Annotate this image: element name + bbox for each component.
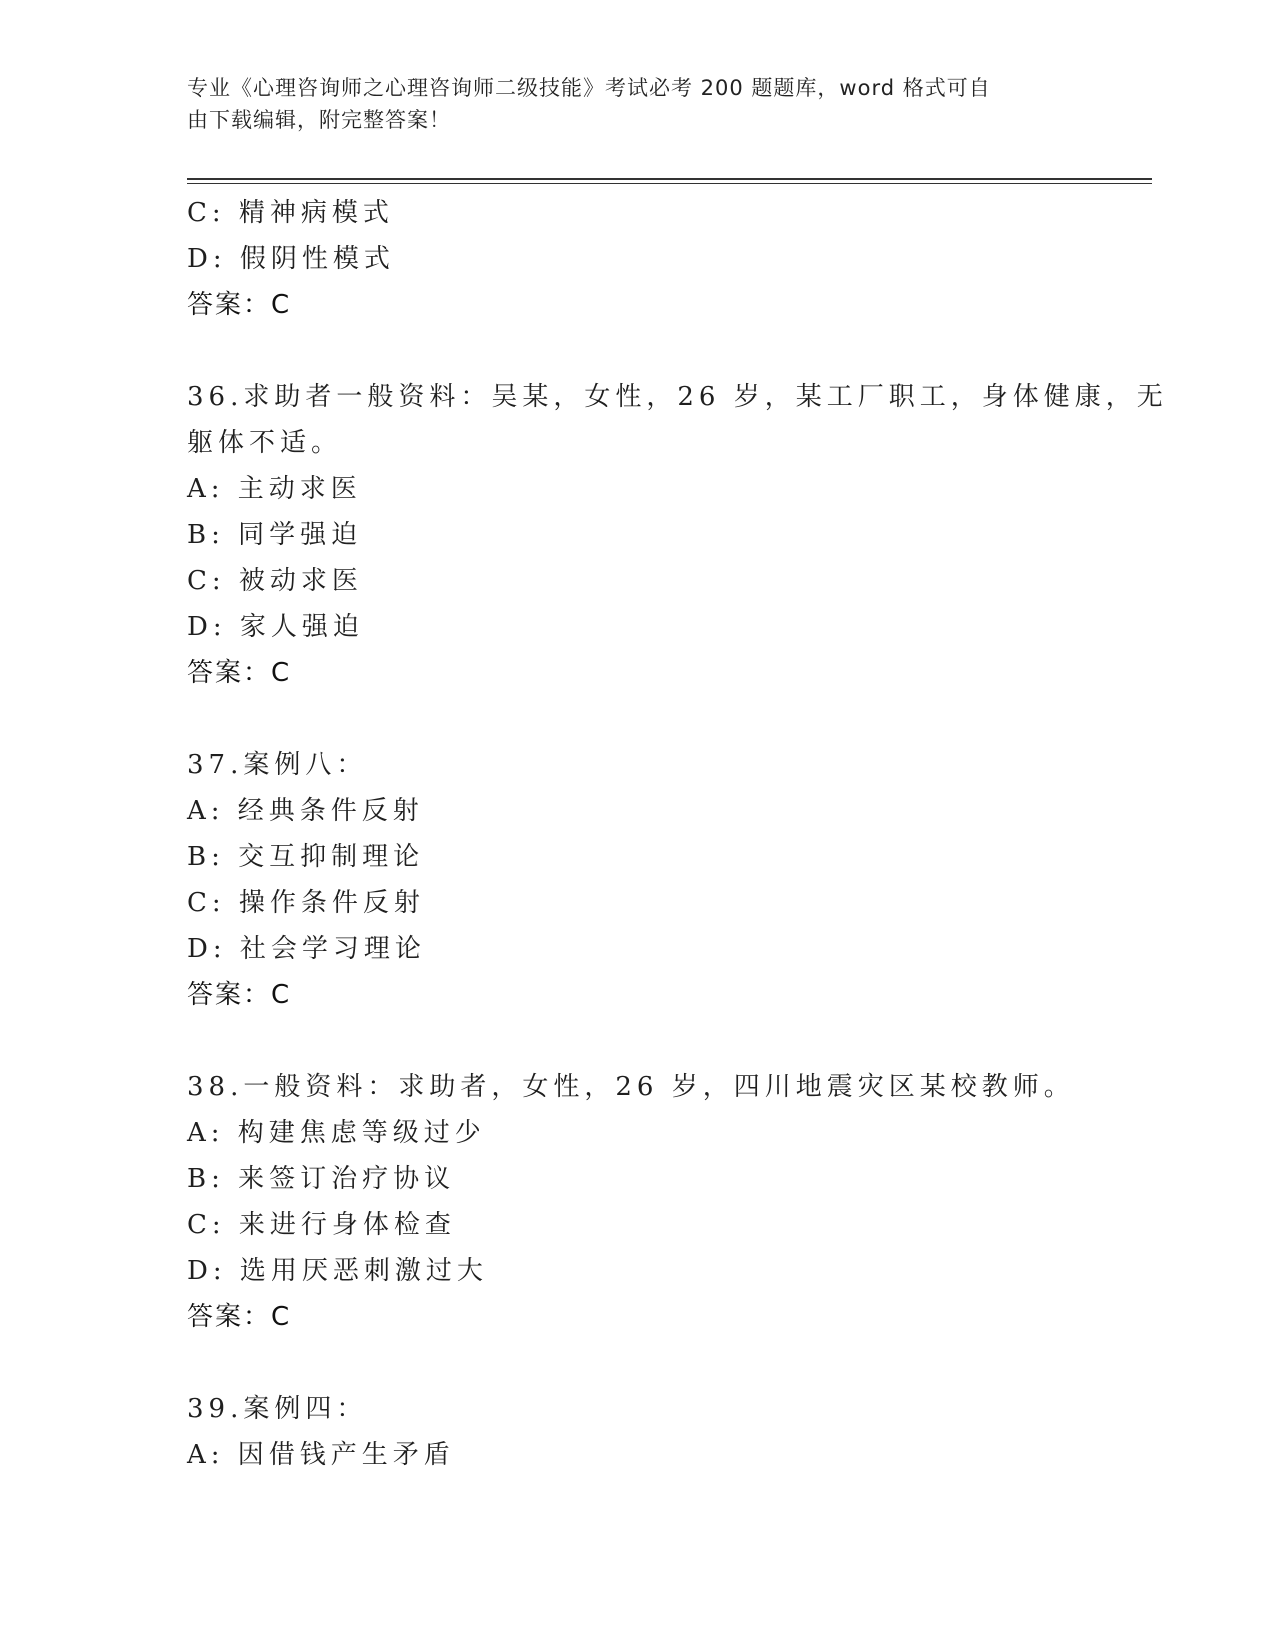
answer-line: 答案：C — [187, 980, 292, 1010]
spacer — [187, 328, 1117, 374]
header-rule-thin — [187, 183, 1152, 184]
option-a: A: 因借钱产生矛盾 — [187, 1440, 455, 1470]
answer-line: 答案：C — [187, 1302, 292, 1332]
option-b: B: 同学强迫 — [187, 520, 363, 550]
question-stem: 37.案例八： — [187, 750, 368, 780]
option-b: B: 交互抑制理论 — [187, 842, 425, 872]
option-a: A: 构建焦虑等级过少 — [187, 1118, 486, 1148]
option-c: C: 操作条件反射 — [187, 888, 425, 918]
option-c: C: 精神病模式 — [187, 198, 394, 228]
question-list — [187, 190, 1168, 1478]
question-stem: 39.案例四： — [187, 1394, 368, 1424]
option-c: C: 来进行身体检查 — [187, 1210, 456, 1240]
question-stem-continued: 躯体不适。 — [187, 428, 343, 458]
question-39 — [187, 1386, 1117, 1478]
header-line-1: 专业《心理咨询师之心理咨询师二级技能》考试必考 200 题题库，word 格式可自 — [187, 76, 991, 100]
option-d: D: 社会学习理论 — [187, 934, 426, 964]
option-a: A: 主动求医 — [187, 474, 362, 504]
question-37 — [187, 742, 1117, 1018]
answer-line: 答案：C — [187, 658, 292, 688]
option-c: C: 被动求医 — [187, 566, 363, 596]
question-36 — [187, 374, 1168, 696]
option-b: B: 来签订治疗协议 — [187, 1164, 456, 1194]
option-d: D: 选用厌恶刺激过大 — [187, 1256, 488, 1286]
document-header — [187, 72, 1067, 136]
question-stem: 38.一般资料：求助者，女性，26 岁，四川地震灾区某校教师。 — [187, 1072, 1075, 1102]
header-line-2: 由下载编辑，附完整答案！ — [187, 108, 451, 132]
spacer — [187, 1018, 1117, 1064]
option-d: D: 家人强迫 — [187, 612, 364, 642]
continued-question — [187, 190, 1117, 328]
answer-line: 答案：C — [187, 290, 292, 320]
option-d: D: 假阴性模式 — [187, 244, 395, 274]
spacer — [187, 696, 1117, 742]
question-38 — [187, 1064, 1117, 1340]
option-a: A: 经典条件反射 — [187, 796, 424, 826]
spacer — [187, 1340, 1117, 1386]
question-stem: 36.求助者一般资料：吴某，女性，26 岁，某工厂职工，身体健康，无 — [187, 382, 1168, 412]
header-rule-thick — [187, 178, 1152, 180]
